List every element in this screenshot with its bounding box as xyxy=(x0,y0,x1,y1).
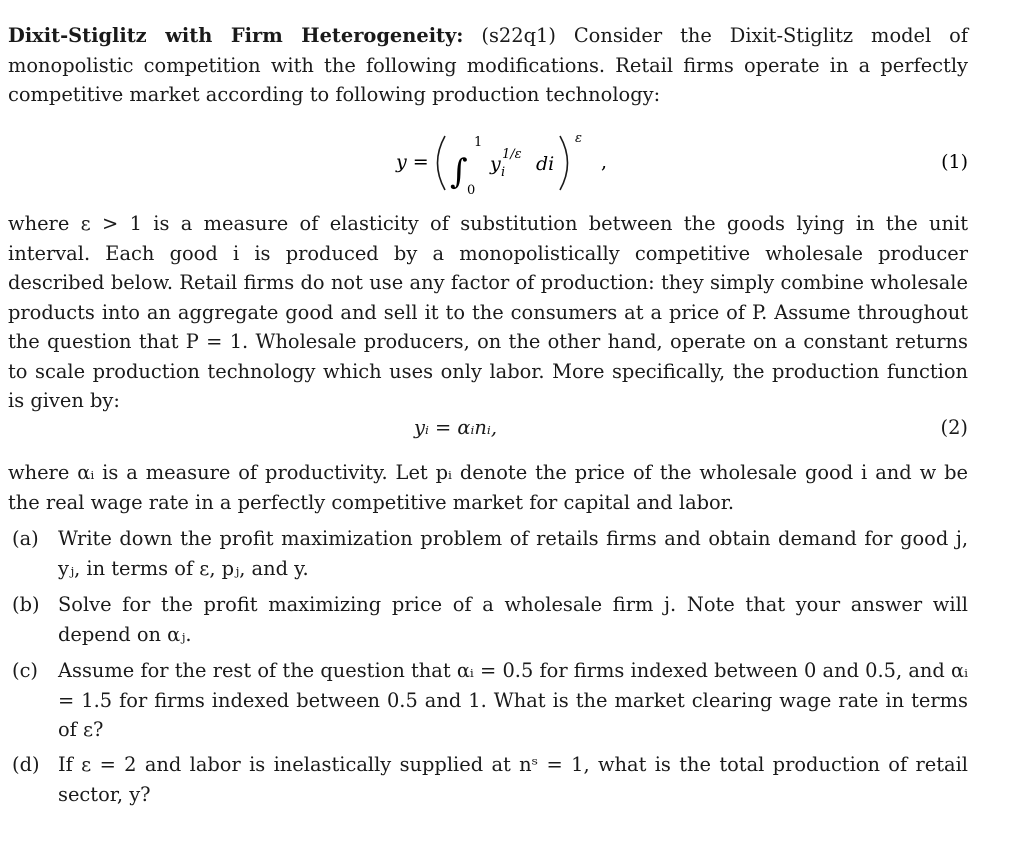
question-a-label: (a) xyxy=(12,527,39,550)
eq1-integral-sign: ∫ xyxy=(450,152,468,192)
intro-paragraph xyxy=(8,21,968,110)
equation-1 xyxy=(8,128,968,198)
body-paragraph: where ε > 1 is a measure of elasticity of substitution between the goods lying in the unit interval. Each good i is produced by a monopolistically competitive wholesale producer described below. Retail firms do not use any factor of production: they simply combine wholesale products into an aggregate good and sell it to the consumers at a price of P. Assume throughout the question that P = 1. Wholesale producers, on the other hand, operate on a constant returns to scale production technology which uses only labor. More specifically, the production function is given by: xyxy=(8,212,968,412)
question-b-text: Solve for the profit maximizing price of a wholesale firm j. Note that your answer will depend on αⱼ. xyxy=(58,593,968,646)
question-b xyxy=(8,590,968,649)
intro-text: (s22q1) Consider the Dixit-Stiglitz model of monopolistic competition with the following modifications. Retail firms operate in a perfectly competitive market according to following production technology: xyxy=(8,24,969,106)
question-c-label: (c) xyxy=(12,659,38,682)
eq2-text: yᵢ = αᵢnᵢ, xyxy=(414,416,497,439)
question-d-label: (d) xyxy=(12,753,40,776)
question-b-label: (b) xyxy=(12,593,40,616)
eq1-lhs: y = xyxy=(396,151,429,173)
question-a-text: Write down the profit maximization problem of retails firms and obtain demand for good j, yⱼ, in terms of ε, pⱼ, and y. xyxy=(58,527,968,580)
eq2-number: (2) xyxy=(940,416,968,439)
question-d xyxy=(8,750,968,809)
eq1-right-paren xyxy=(560,136,568,190)
eq1-outer-power: ε xyxy=(575,131,582,146)
equation-1-svg xyxy=(8,128,968,198)
eq1-subscript: i xyxy=(501,165,506,180)
eq1-di: di xyxy=(536,153,555,175)
eq1-integrand: y xyxy=(490,153,501,175)
problem-title: Dixit-Stiglitz with Firm Heterogeneity: xyxy=(8,24,464,47)
eq1-lower-limit: 0 xyxy=(467,183,476,198)
eq1-left-paren xyxy=(438,136,446,190)
question-a xyxy=(8,524,968,583)
definitions-paragraph: where αᵢ is a measure of productivity. Let pᵢ denote the price of the wholesale good i and w be the real wage rate in a perfectly competitive market for capital and labor. xyxy=(8,461,968,514)
equation-2 xyxy=(8,416,968,446)
eq1-comma: , xyxy=(601,151,608,173)
question-c-text: Assume for the rest of the question that αᵢ = 0.5 for firms indexed between 0 and 0.5, and αᵢ = 1.5 for firms indexed between 0.5 and 1. What is the market clearing wage rate in terms of ε? xyxy=(58,659,968,741)
question-d-text: If ε = 2 and labor is inelastically supplied at nˢ = 1, what is the total production of retail sector, y? xyxy=(58,753,968,806)
question-c xyxy=(8,656,968,745)
eq1-upper-limit: 1 xyxy=(474,135,483,150)
eq1-number: (1) xyxy=(941,151,968,173)
eq1-inner-power: 1/ε xyxy=(502,147,522,162)
